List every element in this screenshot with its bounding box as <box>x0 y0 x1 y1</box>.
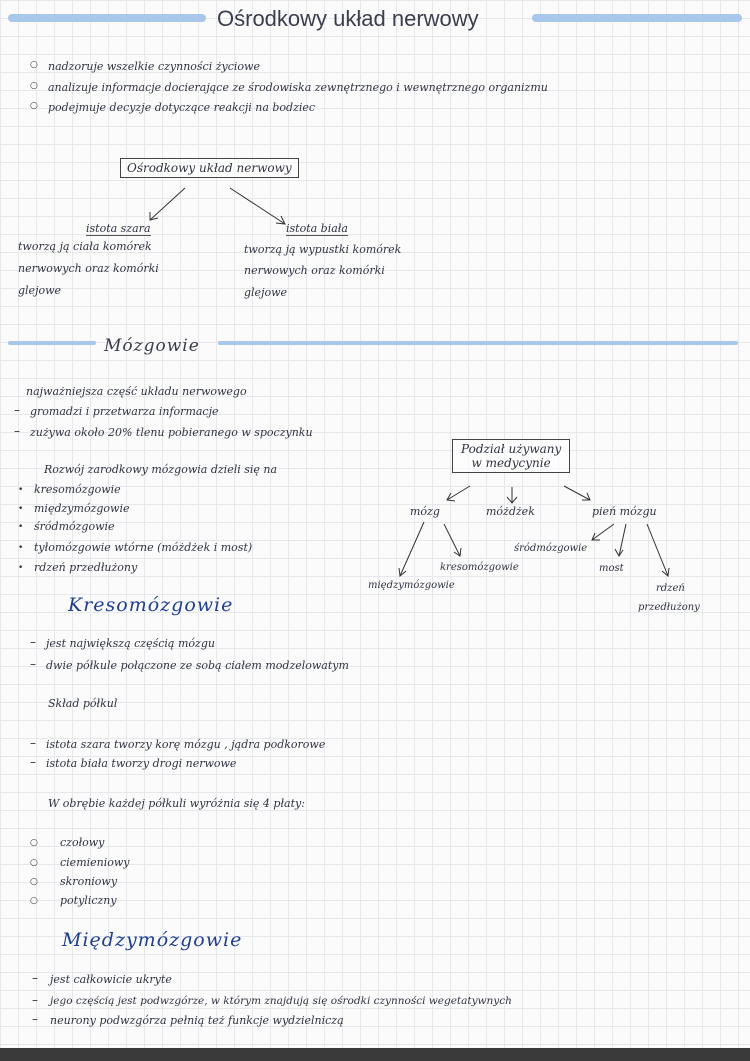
plat-item: potyliczny <box>60 894 117 907</box>
dash: – <box>32 993 38 1007</box>
diagram2-miedzymozgowie: międzymózgowie <box>368 580 455 591</box>
dash: – <box>14 403 20 417</box>
bullet-dot: ○ <box>30 838 38 848</box>
kresomozgowie-line-1: jest największą częścią mózgu <box>46 637 215 650</box>
kresomozgowie-heading: Kresomózgowie <box>68 594 234 616</box>
diagram2-rdzen-line1: rdzeń <box>656 583 685 594</box>
dash: – <box>32 971 38 985</box>
bullet-dot: • <box>18 543 24 553</box>
page-bottom-edge <box>0 1048 750 1061</box>
intro-bullet-3: podejmuje decyzje dotyczące reakcji na bodziec <box>48 101 316 114</box>
intro-bullet-2: analizuje informacje docierające ze środowiska zewnętrznego i wewnętrznego organizmu <box>48 81 548 94</box>
sklad-line-1: istota szara tworzy korę mózgu , jądra podkorowe <box>46 738 326 751</box>
bullet-dot: ○ <box>30 101 38 111</box>
diagram1-left-line: glejowe <box>18 284 62 297</box>
diagram2-pien: pień mózgu <box>592 505 657 518</box>
plat-item: czołowy <box>60 836 105 849</box>
diagram1-right-line: tworzą ją wypustki komórek <box>244 243 402 256</box>
mozgowie-line-1: najważniejsza część układu nerwowego <box>26 385 247 398</box>
dash: – <box>30 736 36 750</box>
diagram2-root-line2: w medycynie <box>471 456 551 470</box>
page-title: Ośrodkowy układ nerwowy <box>217 6 479 31</box>
diagram1-root-box: Ośrodkowy układ nerwowy <box>120 158 299 178</box>
bullet-dot: • <box>18 504 24 514</box>
development-intro: Rozwój zarodkowy mózgowia dzieli się na <box>44 463 278 476</box>
diagram1-left-line: tworzą ją ciała komórek <box>18 240 152 253</box>
miedzymozgowie-line-3: neurony podwzgórza pełnią też funkcje wydzielniczą <box>50 1014 344 1027</box>
development-item: międzymózgowie <box>34 502 130 515</box>
dash: – <box>30 755 36 769</box>
diagram1-right-title: istota biała <box>286 222 348 235</box>
mozgowie-line-2: gromadzi i przetwarza informacje <box>30 405 219 418</box>
diagram1-right-line: nerwowych oraz komórki <box>244 264 385 277</box>
bullet-dot: ○ <box>30 60 38 70</box>
diagram2-most: most <box>599 563 624 574</box>
miedzymozgowie-line-1: jest całkowicie ukryte <box>50 973 172 986</box>
platy-intro: W obrębie każdej półkuli wyróżnia się 4 płaty: <box>48 797 305 810</box>
kresomozgowie-line-2: dwie półkule połączone ze sobą ciałem modzelowatym <box>46 659 349 672</box>
mozgowie-line-3: zużywa około 20% tlenu pobieranego w spoczynku <box>30 426 313 439</box>
bullet-dot: ○ <box>30 877 38 887</box>
dash: – <box>30 635 36 649</box>
bullet-dot: • <box>18 522 24 532</box>
development-item: śródmózgowie <box>34 520 115 533</box>
bullet-dot: ○ <box>30 858 38 868</box>
miedzymozgowie-heading: Międzymózgowie <box>62 929 243 951</box>
diagram2-mozg: mózg <box>410 505 440 518</box>
diagram2-kresomozgowie: kresomózgowie <box>440 562 519 573</box>
bullet-dot: ○ <box>30 81 38 91</box>
diagram1-left-title: istota szara <box>86 222 151 235</box>
sklad-heading: Skład półkul <box>48 697 118 710</box>
bullet-dot: • <box>18 485 24 495</box>
development-item: tyłomózgowie wtórne (móżdżek i most) <box>34 541 253 554</box>
diagram2-srodmozgowie: śródmózgowie <box>514 543 588 554</box>
bullet-dot: ○ <box>30 896 38 906</box>
development-item: kresomózgowie <box>34 483 121 496</box>
development-item: rdzeń przedłużony <box>34 561 138 574</box>
dash: – <box>30 657 36 671</box>
plat-item: ciemieniowy <box>60 856 130 869</box>
mozgowie-heading: Mózgowie <box>104 336 200 356</box>
diagram2-rdzen-line2: przedłużony <box>638 602 700 613</box>
dash: – <box>32 1012 38 1026</box>
diagram1-left-line: nerwowych oraz komórki <box>18 262 159 275</box>
diagram1-right-line: glejowe <box>244 286 288 299</box>
bullet-dot: • <box>18 563 24 573</box>
sklad-line-2: istota biała tworzy drogi nerwowe <box>46 757 237 770</box>
diagram2-root-line1: Podział używany <box>461 442 562 456</box>
intro-bullet-1: nadzoruje wszelkie czynności życiowe <box>48 60 260 73</box>
diagram2-mozdzek: móżdżek <box>486 505 535 518</box>
miedzymozgowie-line-2: jego częścią jest podwzgórze, w którym znajdują się ośrodki czynności wegetatywnych <box>50 995 512 1007</box>
plat-item: skroniowy <box>60 875 118 888</box>
dash: – <box>14 424 20 438</box>
